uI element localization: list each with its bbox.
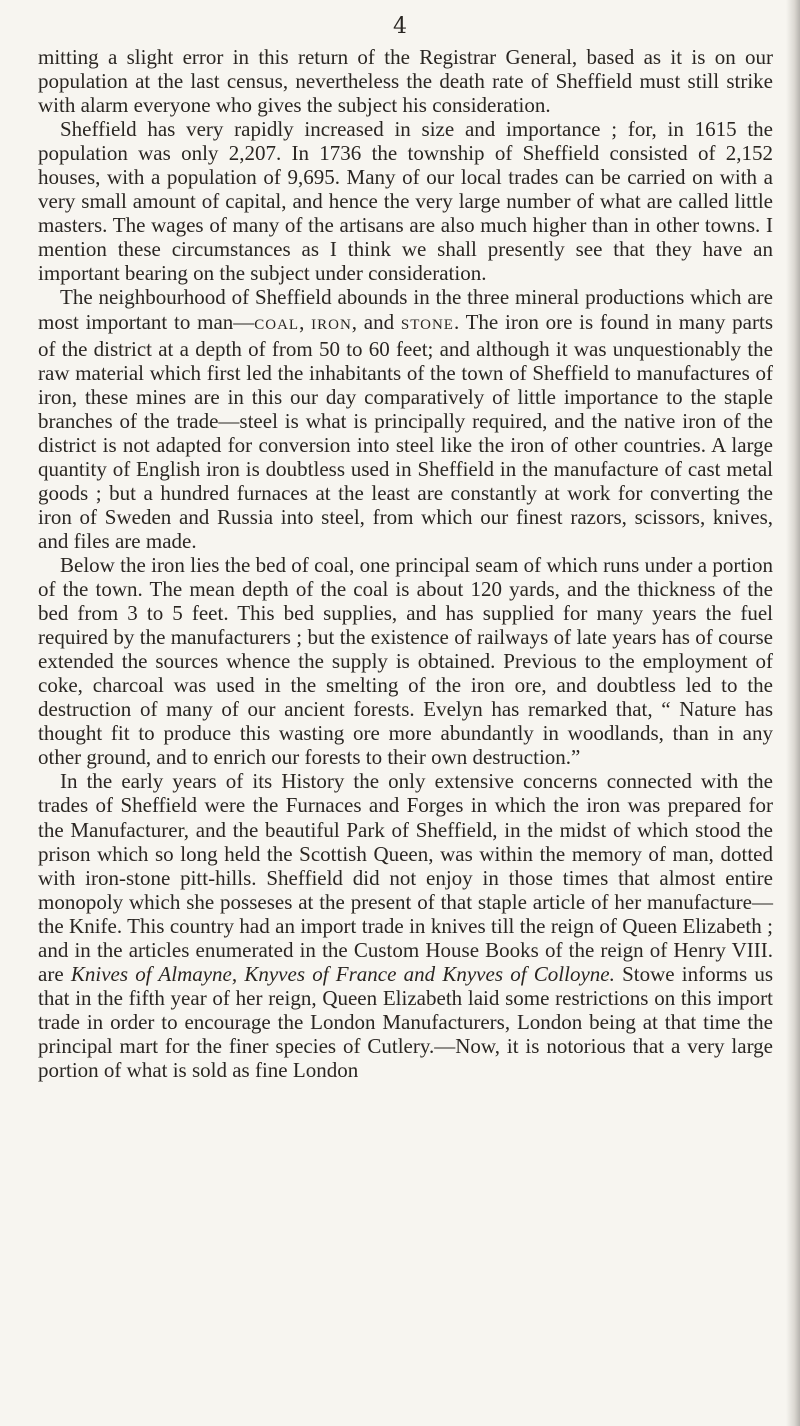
body-text: [38, 45, 773, 1082]
paragraph: [38, 553, 773, 769]
text-run: Below the iron lies the bed of coal, one principal seam of which runs under a portion of the town. The mean depth of the coal is about 120 yards, and the thickness of the bed from 3 to 5 feet. This bed supplies, and has supplied for many years the fuel required by the manufacturers ; but the existence of railways of late years has of course extended the sources whence the supply is obtained. Previous to the employment of coke, charcoal was used in the smelting of the iron ore, and doubtless led to the destruction of many of our ancient forests. Evelyn has remarked that, “ Nature has thought fit to produce this wasting ore more abundantly in woodlands, than in any other ground, and to enrich our forests to their own destruction.”: [38, 552, 773, 770]
small-caps-run: IRON: [311, 316, 352, 333]
italic-run: Knives of Almayne, Knyves of France and Knyves of Colloyne.: [70, 961, 615, 986]
text-run: , and: [351, 309, 401, 334]
page-number: 4: [393, 14, 407, 39]
paragraph: [38, 285, 773, 553]
paragraph: [38, 117, 773, 285]
paragraph: [38, 769, 773, 1082]
text-run: In the early years of its History the only extensive concerns connected with the trades of Sheffield were the Furnaces and Forges in which the iron was prepared for the Manufacturer, and the beautiful Park of Sheffield, in the midst of which stood the prison which so long held the Scottish Queen, was within the memory of man, dotted with iron-stone pitt-hills. Sheffield did not enjoy in those times that almost entire monopoly which she posseses at the present of that staple article of her manufacture—the Knife. This country had an import trade in knives till the reign of Queen Elizabeth ; and in the articles enumerated in the Custom House Books of the reign of Henry VIII. are: [38, 769, 773, 986]
paragraph: [38, 45, 773, 117]
text-run: mitting a slight error in this return of the Registrar General, based as it is on our population at the last census, nevertheless the death rate of Sheffield must still strike with alarm everyone who gives the subject his consideration.: [38, 45, 773, 118]
text-run: ,: [299, 309, 312, 334]
text-run: The neighbourhood of Sheffield abounds in the three mineral productions which are most important to man—: [38, 285, 773, 334]
page-edge-shadow: [786, 0, 800, 1426]
text-run: . The iron ore is found in many parts of the district at a depth of from 50 to 60 feet; and although it was unquestionably the raw material which first led the inhabitants of the town of Sheffield to manufactures of iron, these mines are in this our day comparatively of little importance to the staple branches of the trade—steel is what is principally required, and the native iron of the district is not adapted for conversion into steel like the iron of other countries. A large quantity of English iron is doubtless used in Sheffield in the manufacture of cast metal goods ; but a hundred furnaces at the least are constantly at work for converting the iron of Sweden and Russia into steel, from which our finest razors, scissors, knives, and files are made.: [38, 309, 773, 553]
small-caps-run: STONE: [400, 316, 454, 333]
text-run: Sheffield has very rapidly increased in size and importance ; for, in 1615 the population was only 2,207. In 1736 the township of Sheffield consisted of 2,152 houses, with a population of 9,695. Many of our local trades can be carried on with a very small amount of capital, and hence the very large number of what are called little masters. The wages of many of the artisans are also much higher than in other towns. I mention these circumstances as I think we shall presently see that they have an important bearing on the subject under consideration.: [38, 117, 773, 286]
small-caps-run: COAL: [254, 316, 300, 333]
text-run: Stowe informs us that in the fifth year of her reign, Queen Elizabeth laid some restrictions on this import trade in order to encourage the London Manufacturers, London being at that time the principal mart for the finer species of Cutlery.—Now, it is notorious that a very large portion of what is sold as fine London: [38, 961, 774, 1082]
